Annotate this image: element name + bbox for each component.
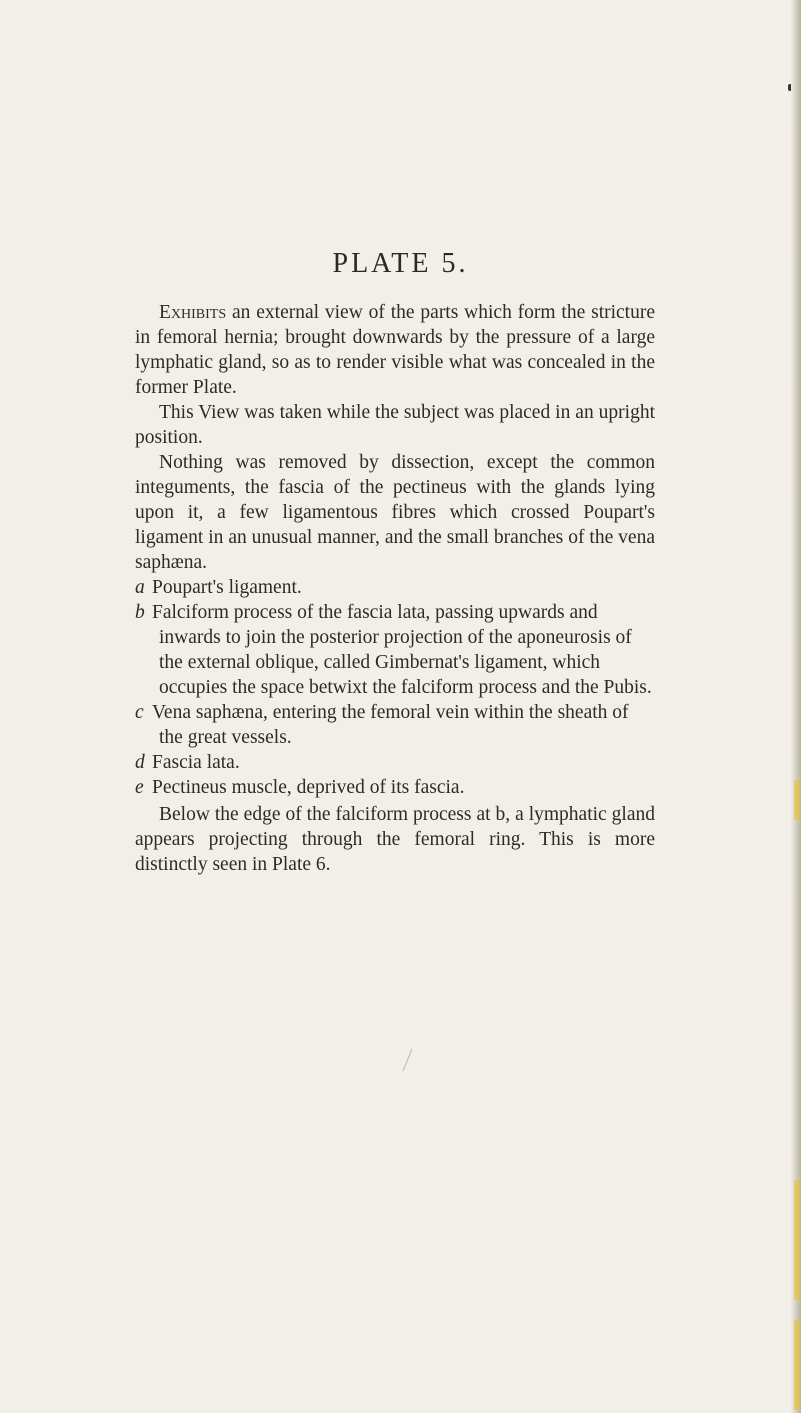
- legend-text: Falciform process of the fascia lata, passing upwards and inwards to join the posterior projection of the aponeurosis of the external oblique, called Gimbernat's ligament, which occupies the space betwixt the falciform process and the Pubis.: [152, 602, 652, 698]
- edge-stain: [794, 1180, 799, 1300]
- view-paragraph: This View was taken while the subject was placed in an upright position.: [135, 402, 655, 448]
- closing-paragraph: Below the edge of the falciform process at b, a lymphatic gland appears projecting through the femoral ring. This is more distinctly seen in Plate 6.: [135, 804, 655, 875]
- legend-item-d: [135, 750, 655, 775]
- legend-item-e: [135, 775, 655, 800]
- legend-text: Pectineus muscle, deprived of its fascia.: [152, 777, 465, 798]
- legend-letter: a: [135, 577, 145, 598]
- legend-letter: e: [135, 777, 144, 798]
- stray-pencil-mark: [403, 1049, 413, 1072]
- legend-text: Vena saphæna, entering the femoral vein within the sheath of the great vessels.: [152, 702, 629, 748]
- legend-item-a: [135, 575, 655, 600]
- legend-item-c: [135, 700, 655, 750]
- edge-stain: [794, 780, 799, 820]
- legend-letter: d: [135, 752, 145, 773]
- intro-paragraph: [135, 300, 655, 400]
- dissection-paragraph: Nothing was removed by dissection, except the common integuments, the fascia of the pectineus with the glands lying upon it, a few ligamentous fibres which crossed Poupart's ligament in an unusual manner, and the small branches of the vena saphæna.: [135, 452, 655, 573]
- legend-text: Fascia lata.: [152, 752, 240, 773]
- intro-lead-word: Exhibits: [159, 302, 227, 323]
- legend-item-b: [135, 600, 655, 700]
- edge-stain: [794, 1320, 799, 1410]
- intro-text: an external view of the parts which form the stricture in femoral hernia; brought downwards by the pressure of a large lymphatic gland, so as to render visible what was concealed in the former Plate.: [135, 302, 655, 398]
- page-edge: [791, 0, 801, 1413]
- plate-title: PLATE 5.: [332, 248, 469, 279]
- legend-text: Poupart's ligament.: [152, 577, 302, 598]
- plate-description: [135, 300, 655, 877]
- legend-letter: c: [135, 702, 144, 723]
- legend-letter: b: [135, 602, 145, 623]
